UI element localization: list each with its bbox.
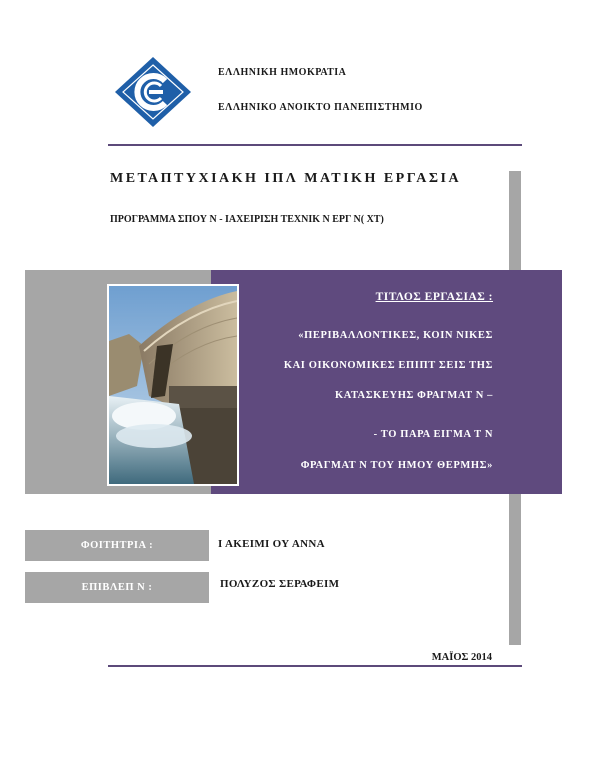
thesis-type: ΜΕΤΑΠΤΥΧΙΑΚΗ ΙΠΛ ΜΑΤΙΚΗ ΕΡΓΑΣΙΑ xyxy=(110,171,462,186)
university-emblem-icon xyxy=(113,55,193,129)
title-line: «ΠΕΡΙΒΑΛΛΟΝΤΙΚΕΣ, ΚΟΙΝ ΝΙΚΕΣ xyxy=(298,330,493,341)
student-label-text: ΦΟΙΤΗΤΡΙΑ : xyxy=(80,540,154,551)
university-logo xyxy=(113,55,193,129)
program-name: ΠΡΟΓΡΑΜΜΑ ΣΠΟΥ Ν - ΙΑΧΕΙΡΙΣΗ ΤΕΧΝΙΚ Ν ΕΡΓ Ν( ΧΤ) xyxy=(110,214,384,225)
title-line: - ΤΟ ΠΑΡΑ ΕΙΓΜΑ Τ Ν xyxy=(373,429,493,440)
title-line: ΚΑΙ ΟΙΚΟΝΟΜΙΚΕΣ ΕΠΙΠΤ ΣΕΙΣ ΤΗΣ xyxy=(283,360,493,371)
top-divider xyxy=(108,144,522,146)
dam-photo xyxy=(107,284,239,486)
institution-name-line1: ΕΛΛΗΝΙΚΗ ΗΜΟΚΡΑΤΙΑ xyxy=(218,67,347,78)
title-line: ΦΡΑΓΜΑΤ Ν ΤΟΥ ΗΜΟΥ ΘΕΡΜΗΣ» xyxy=(300,460,493,471)
title-line: ΚΑΤΑΣΚΕΥΗΣ ΦΡΑΓΜΑΤ Ν – xyxy=(335,390,493,401)
bottom-divider xyxy=(108,665,522,667)
supervisor-name: ΠΟΛΥΖΟΣ ΣΕΡΑΦΕΙΜ xyxy=(220,578,340,590)
institution-name-line2: ΕΛΛΗΝΙΚΟ ΑΝΟΙΚΤΟ ΠΑΝΕΠΙΣΤΗΜΙΟ xyxy=(218,102,423,113)
student-label xyxy=(25,530,209,561)
title-heading: ΤΙΤΛΟΣ ΕΡΓΑΣΙΑΣ : xyxy=(375,291,493,303)
supervisor-label-text: ΕΠΙΒΛΕΠ Ν : xyxy=(81,582,153,593)
supervisor-label xyxy=(25,572,209,603)
submission-date: ΜΑΪΟΣ 2014 xyxy=(431,652,492,663)
student-name: Ι ΑΚΕΙΜΙ ΟΥ ΑΝΝΑ xyxy=(218,538,325,550)
